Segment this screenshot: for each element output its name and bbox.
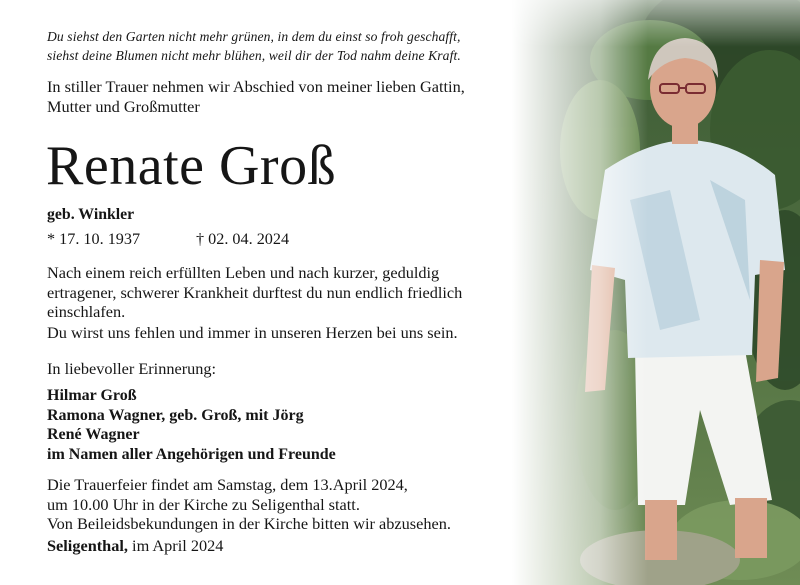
life-dates [47,229,290,249]
intro-line: Mutter und Großmutter [47,97,200,116]
message-line: Du wirst uns fehlen und immer in unseren Herzen bei uns sein. [47,323,458,342]
mourner: im Namen aller Angehörigen und Freunde [47,445,336,463]
message-line: ertragener, schwerer Krankheit durftest du nun endlich friedlich [47,282,463,302]
message-line: Nach einem reich erfüllten Leben und nach kurzer, geduldig [47,263,440,282]
place-date: im April 2024 [132,536,224,555]
service-line: Die Trauerfeier findet am Samstag, dem 13.April 2024, [47,475,408,494]
intro-text [47,77,465,117]
mourner: René Wagner [47,426,140,443]
birth-date: * 17. 10. 1937 [47,230,141,248]
memory-label: In liebevoller Erinnerung: [47,359,217,378]
poem [47,27,461,65]
service-line: um 10.00 Uhr in der Kirche zu Seligenthal statt. [47,494,360,514]
farewell-message [47,263,462,322]
message-line: einschlafen. [47,302,126,321]
service-line: Von Beileidsbekundungen in der Kirche bitten wir abzusehen. [47,514,451,533]
place-name: Seligenthal, [47,536,128,555]
mourners-list [47,386,336,464]
death-date: † 02. 04. 2024 [196,230,290,248]
farewell-message-2 [47,323,458,343]
funeral-service-info [47,475,451,534]
place-and-date [47,536,223,556]
poem-line: Du siehst den Garten nicht mehr grünen, in dem du einst so froh geschafft, [47,29,461,44]
mourner: Hilmar Groß [47,387,137,404]
deceased-name: Renate Groß [46,135,337,197]
mourner: Ramona Wagner, geb. Groß, mit Jörg [47,406,304,424]
intro-line: In stiller Trauer nehmen wir Abschied von meiner lieben Gattin, [47,77,465,96]
poem-line: siehst deine Blumen nicht mehr blühen, weil dir der Tod nahm deine Kraft. [47,48,461,63]
maiden-name: geb. Winkler [47,206,135,223]
